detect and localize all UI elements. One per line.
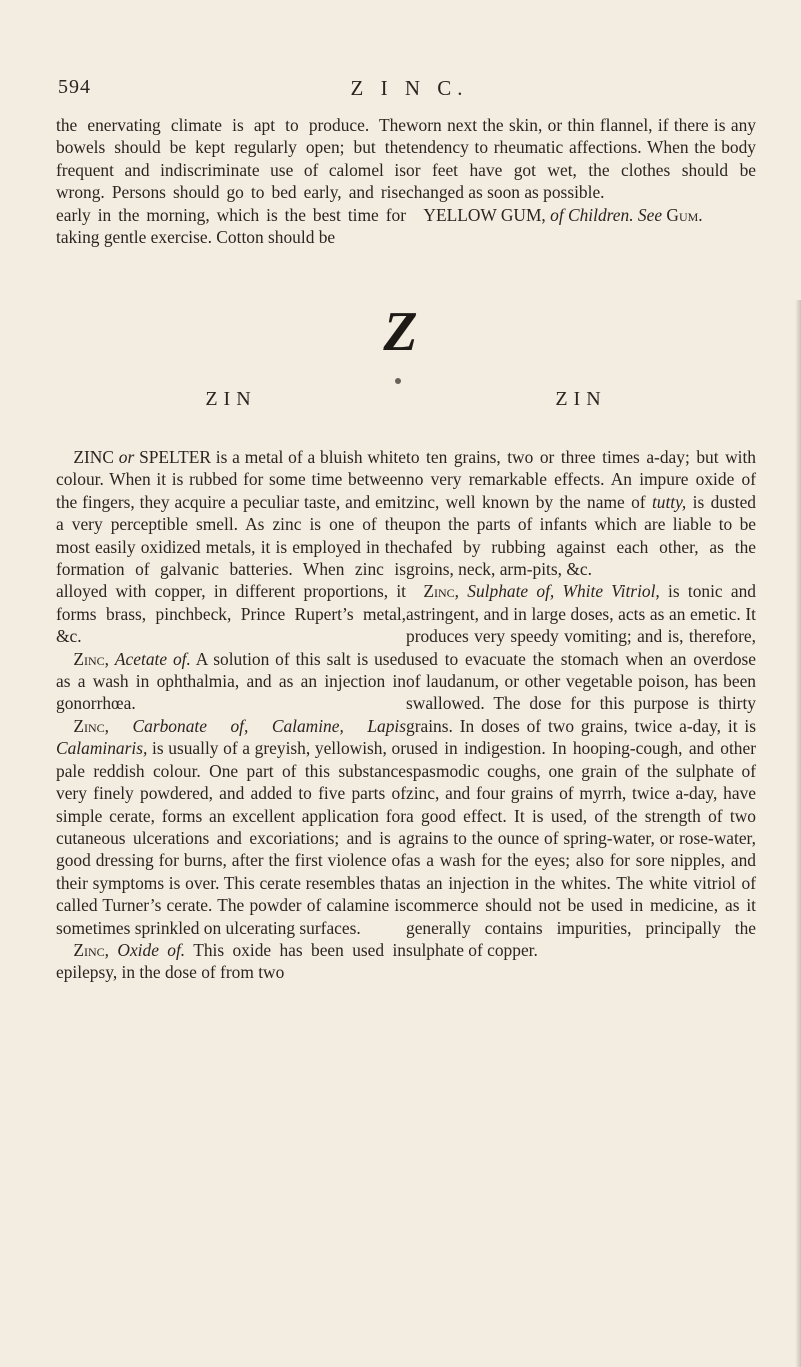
term-tutty: tutty, [651,491,687,512]
cross-reference: Gum. [666,204,703,225]
entry-zinc-carbonate [56,715,406,939]
entry-zinc-oxide-continued [406,446,756,580]
entry-zinc-oxide [56,939,406,984]
page-number: 594 [58,76,91,98]
entry-or: or [118,447,135,467]
entry-text: is tonic and astringent, and in large doses, acts as an emetic. It produces very speedy vomiting; and is, therefore, used to evacuate the stomach when an overdose of laudanum, or other vegetable poison, has been swallowed. The dose for this purpose is thirty grains. In doses of two grains, twice a-day, it is used in indigestion. In hooping-cough, and other spasmodic coughs, one grain of the sulphate of zinc, and four grains of myrrh, twice a-day, have a good effect. It is used, of the strength of two grains to the ounce of spring-water, or rose-water, as a wash for the eyes; also for sore nipples, and as an injection in the whites. The white vitriol of commerce should not be used in medicine, as it generally contains impurities, principally the sulphate of copper. [406,581,756,960]
ornament-dot [395,378,401,384]
entry-heading: ZINC [73,447,114,467]
left-column [56,446,406,984]
see-label: See [637,204,663,225]
entry-heading: Zinc, [73,939,110,960]
entry-heading: Zinc, [423,581,460,602]
right-column [406,446,756,961]
top-right-column [406,114,756,226]
entry-text: to ten grains, two or three times a-day; but with no very remarkable effects. An impure oxide of zinc, well known by the name of [406,447,756,512]
entry-zinc-sulphate [406,580,756,961]
entry-text: This oxide has been used in epilepsy, in the dose of from two [56,939,406,983]
paragraph-flannel: worn next the skin, or thin flannel, if there is any tendency to rheumatic affections. When the body or feet have got wet, the clothes should be changed as soon as possible. [406,115,756,203]
paragraph-climate: the enervating climate is apt to produce. The bowels should be kept regularly open; but the frequent and indiscriminate use of calomel is wrong. Persons should go to bed early, and rise early in the morning, which is the best time for taking gentle exercise. Cotton should be [56,115,406,248]
entry-yellow-gum [406,204,756,226]
entry-text: is usually of a greyish, yellowish, or pale reddish colour. One part of this substance very finely powdered, and added to five parts of simple cerate, forms an excellent application for cutaneous ulcerations and excoriations; and is a good dressing for burns, after the first violence of their symptoms is over. This cerate resembles that called Turner’s cerate. The powder of calamine is sometimes sprinkled on ulcerating surfaces. [56,738,406,938]
section-letter: Z [383,301,418,363]
top-left-column [56,114,406,248]
entry-text: A solution of this salt is used as a wash in ophthalmia, and as an injection in gonorrhœa. [56,648,406,714]
entry-subheading: Sulphate of, White Vitriol, [467,581,660,602]
running-head [58,76,761,106]
entry-subheading: of Children. [550,204,634,225]
right-column-heading: ZIN [555,388,607,410]
page-title: Z I N C. [350,76,469,100]
left-column-heading: ZIN [205,388,257,410]
entry-heading: YELLOW GUM, [423,204,546,225]
entry-subheading: Oxide of. [117,939,186,960]
entry-heading: Zinc, [73,648,110,669]
entry-text-2: is dusted upon the parts of infants which are liable to be chafed by rubbing against each other, as the groins, neck, arm-pits, &c. [406,491,756,580]
entry-text: is a metal of a bluish white colour. When it is rubbed for some time between the fingers, they acquire a peculiar taste, and emit a very perceptible smell. As zinc is one of the most easily oxidized metals, it is employed in the formation of galvanic batteries. When zinc is alloyed with copper, in different proportions, it forms brass, pinchbeck, Prince Rupert’s metal, &c. [56,447,406,647]
entry-heading-alt: SPELTER [139,447,211,467]
page-edge-shadow [795,300,801,1367]
entry-subheading: Acetate of. [114,648,191,669]
entry-subheading: Carbonate of, Calamine, Lapis Calaminaris, [56,715,406,759]
entry-zinc-acetate [56,648,406,715]
entry-heading: Zinc, [73,715,110,736]
entry-zinc [56,446,406,648]
